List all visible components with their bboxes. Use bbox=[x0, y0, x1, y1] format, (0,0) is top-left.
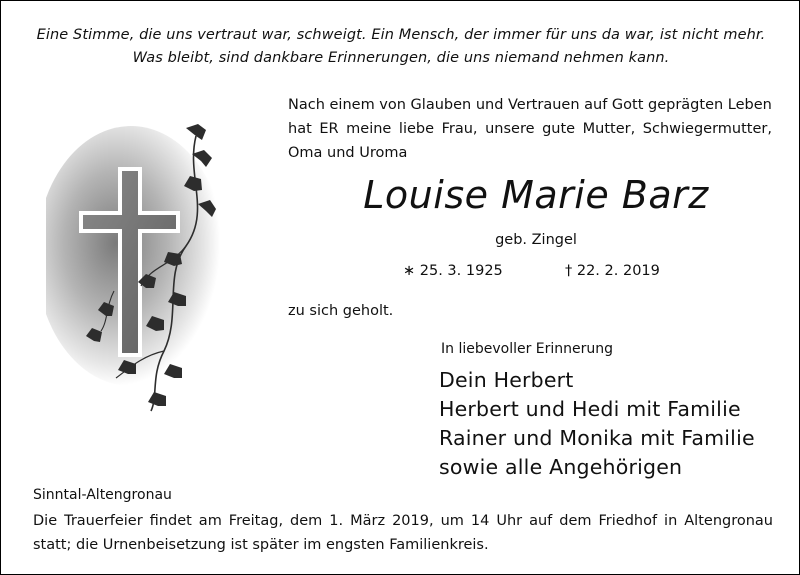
intro-line-1: Nach einem von Glauben und Vertrauen auf Gott geprägten Leben bbox=[288, 97, 772, 113]
funeral-service-text: Die Trauerfeier findet am Freitag, dem 1. März 2019, um 14 Uhr auf dem Friedhof in Altengronau statt; die Urnenbeisetzung ist später im engsten Familienkreis. bbox=[33, 513, 773, 553]
memory-title: In liebevoller Erinnerung bbox=[441, 341, 614, 357]
cross-illustration bbox=[46, 116, 256, 416]
mourner-entry: Herbert und Hedi mit Familie bbox=[439, 397, 741, 421]
mourner-entry: Rainer und Monika mit Familie bbox=[439, 426, 755, 450]
birth-date: ∗ 25. 3. 1925 bbox=[403, 263, 503, 279]
quote-line-2: Was bleibt, sind dankbare Erinnerungen, die uns niemand nehmen kann. bbox=[132, 50, 670, 66]
mourner-entry: sowie alle Angehörigen bbox=[439, 455, 683, 479]
cross-icon bbox=[46, 116, 256, 416]
quote-line-1: Eine Stimme, die uns vertraut war, schweigt. Ein Mensch, der immer für uns da war, ist nicht mehr. bbox=[36, 27, 766, 43]
deceased-name: Louise Marie Barz bbox=[363, 173, 709, 217]
birth-name: geb. Zingel bbox=[495, 232, 577, 248]
death-date: † 22. 2. 2019 bbox=[565, 263, 660, 279]
intro-line-2: hat ER meine liebe Frau, unsere gute Mutter, Schwiegermutter, bbox=[288, 121, 772, 137]
place-name: Sinntal-Altengronau bbox=[33, 487, 172, 503]
closing-text: zu sich geholt. bbox=[288, 303, 394, 319]
mourner-entry: Dein Herbert bbox=[439, 368, 574, 392]
intro-line-3: Oma und Uroma bbox=[288, 145, 408, 161]
